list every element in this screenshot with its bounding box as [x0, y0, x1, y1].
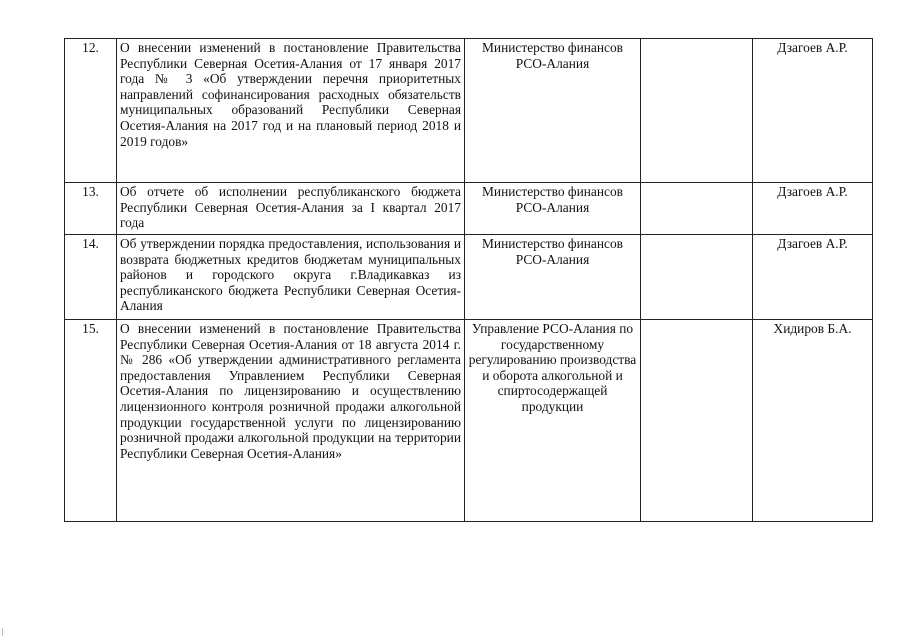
row-organization: Министерство финансов РСО-Алания — [465, 183, 641, 235]
scan-artifact — [2, 628, 3, 636]
row-number: 13. — [65, 183, 117, 235]
row-title: Об отчете об исполнении республиканского бюджета Республики Северная Осетия-Алания за I квартал 2017 года — [117, 183, 465, 235]
row-number: 15. — [65, 320, 117, 522]
row-empty-cell — [641, 235, 753, 320]
table-row — [65, 183, 873, 235]
row-responsible: Дзагоев А.Р. — [753, 235, 873, 320]
row-organization: Министерство финансов РСО-Алания — [465, 39, 641, 183]
row-title: О внесении изменений в постановление Правительства Республики Северная Осетия-Алания от 18 августа 2014 г. № 286 «Об утверждении административного регламента предоставления Управлением Республики Северная Осетия-Алания по лицензированию и осуществлению лицензионного контроля розничной продажи алкогольной продукции государственной услуги по лицензированию розничной продажи алкогольной продукции на территории Республики Северная Осетия-Алания» — [117, 320, 465, 522]
row-empty-cell — [641, 320, 753, 522]
plan-table — [64, 38, 873, 522]
row-title: О внесении изменений в постановление Правительства Республики Северная Осетия-Алания от 17 января 2017 года № 3 «Об утверждении перечня приоритетных направлений софинансирования расходных обязательств муниципальных образований Республики Северная Осетия-Алания на 2017 год и на плановый период 2018 и 2019 годов» — [117, 39, 465, 183]
row-title: Об утверждении порядка предоставления, использования и возврата бюджетных кредитов бюджетам муниципальных районов и городского округа г.Владикавказ из республиканского бюджета Республики Северная Осетия-Алания — [117, 235, 465, 320]
row-organization: Управление РСО-Алания по государственному регулированию производства и оборота алкогольной и спиртосодержащей продукции — [465, 320, 641, 522]
row-organization: Министерство финансов РСО-Алания — [465, 235, 641, 320]
row-responsible: Дзагоев А.Р. — [753, 39, 873, 183]
table-row — [65, 320, 873, 522]
row-responsible: Дзагоев А.Р. — [753, 183, 873, 235]
row-responsible: Хидиров Б.А. — [753, 320, 873, 522]
row-empty-cell — [641, 39, 753, 183]
row-number: 12. — [65, 39, 117, 183]
table-row — [65, 235, 873, 320]
table-row — [65, 39, 873, 183]
row-empty-cell — [641, 183, 753, 235]
row-number: 14. — [65, 235, 117, 320]
